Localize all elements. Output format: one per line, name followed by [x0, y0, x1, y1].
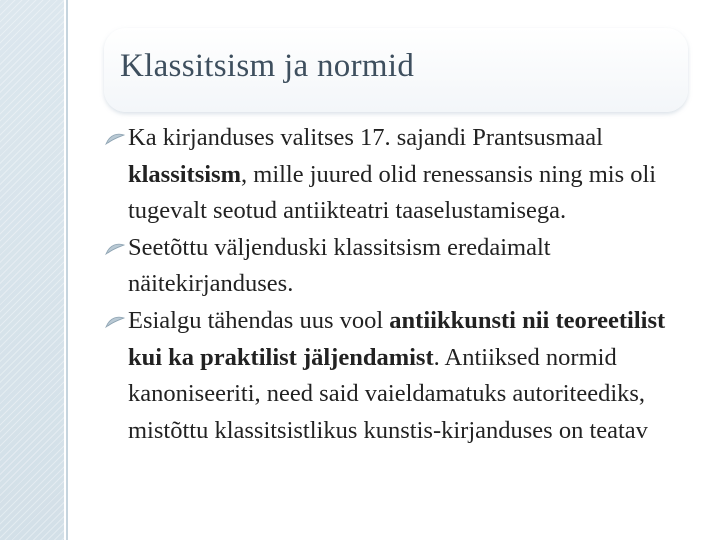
bullet-item-3 — [104, 303, 694, 449]
bullet-3-part-2: antiikkunsti nii teoreetilist kui ka praktilist jäljendamist — [128, 306, 666, 371]
bullet-list — [104, 120, 694, 449]
bullet-2-part-1: Seetõttu väljenduski klassitsism eredaimalt näitekirjanduses. — [128, 233, 551, 298]
slide-title: Klassitsism ja normid — [120, 48, 415, 84]
bullet-item-2 — [104, 230, 694, 303]
bullet-3-part-1: Esialgu tähendas uus vool — [128, 306, 390, 334]
bullet-item-1 — [104, 120, 694, 230]
leaf-bullet-icon — [104, 315, 126, 329]
bullet-1-part-2: klassitsism — [128, 160, 242, 188]
side-panel-decoration — [0, 0, 64, 540]
bullet-3-part-3: . Antiiksed normid kanoniseeriti, need said vaieldamatuks autoriteediks, mistõttu klassitsistlikus kunstis-kirjanduses on teatav — [128, 343, 648, 444]
bullet-1-part-3: , mille juured olid renessansis ning mis oli tugevalt seotud antiikteatri taaselustamisega. — [128, 160, 657, 225]
bullet-1-part-1: Ka kirjanduses valitses 17. sajandi Prantsusmaal — [128, 124, 603, 151]
leaf-bullet-icon — [104, 132, 126, 146]
side-divider-line — [66, 0, 68, 540]
leaf-bullet-icon — [104, 242, 126, 256]
